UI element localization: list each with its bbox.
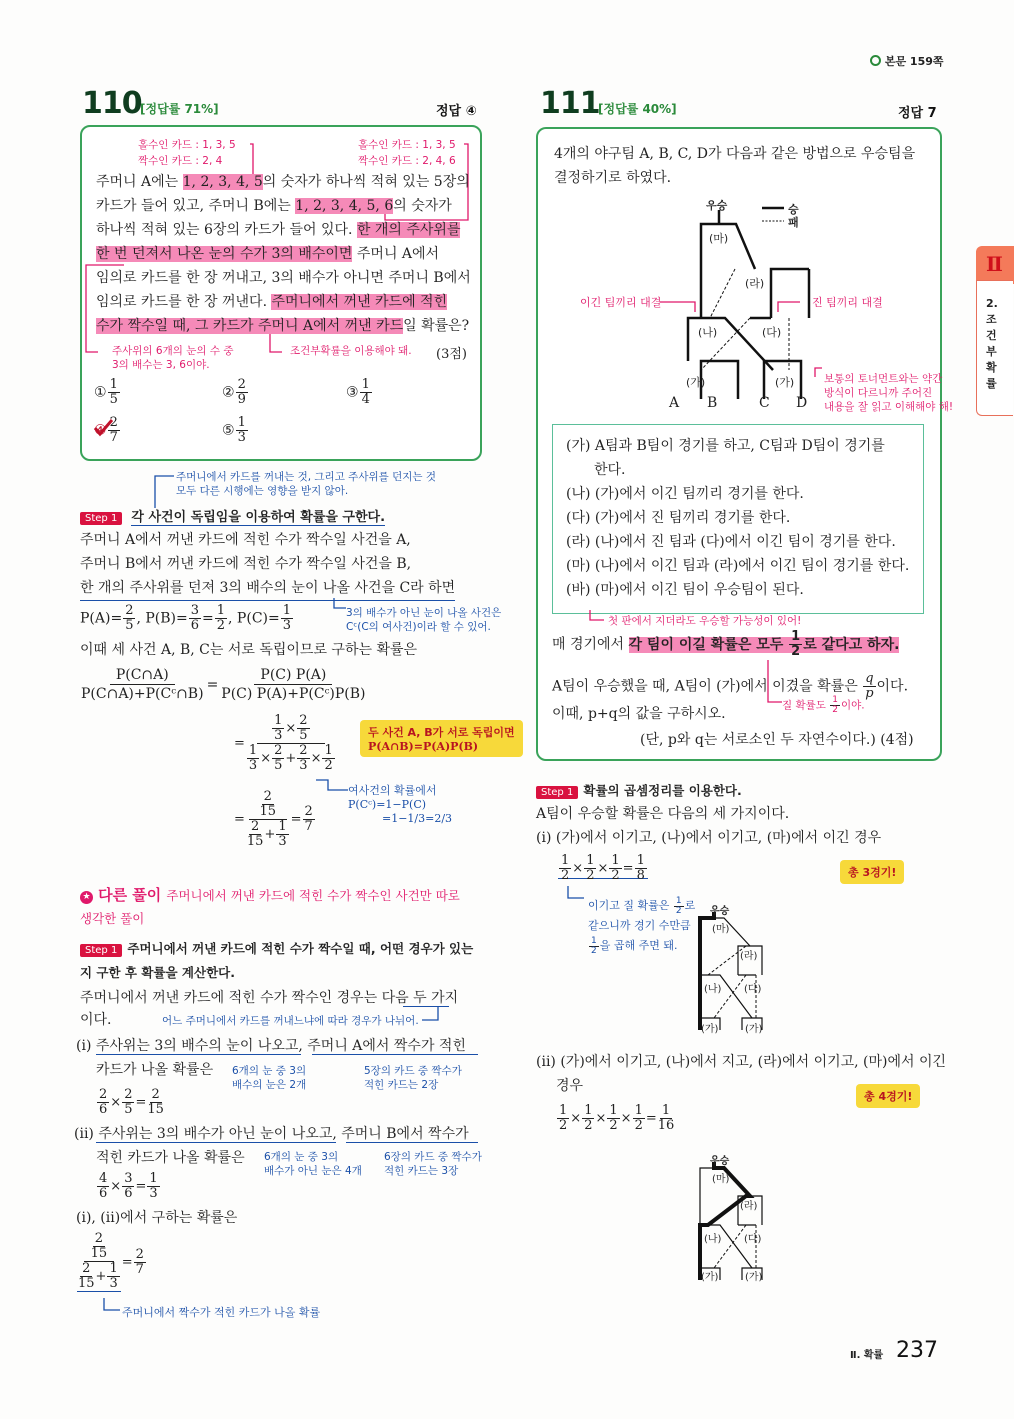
correct-rate-110: [정답률 71%]: [140, 102, 219, 116]
choice-3[interactable]: ③ $\frac{1}{4}$: [346, 377, 370, 407]
team-c: C: [759, 395, 770, 411]
question-111-line1: 매 경기에서 각 팀이 이길 확률은 모두 $\frac{1}{2}$ 로 같다고 하자.: [552, 629, 900, 659]
page-ref: 본문 159쪽: [870, 53, 944, 69]
step-1-111: Step 1 확률의 곱셈정리를 이용한다.: [536, 780, 742, 799]
note-b-odd: 홀수인 카드 : 1, 3, 5: [358, 139, 456, 151]
answer-111: 정답 7: [898, 106, 937, 121]
mini-diagram-case2: [690, 1150, 780, 1285]
node-champion: 우승: [706, 199, 728, 212]
mini2-ma: (마): [712, 1174, 730, 1185]
step-badge: Step 1: [80, 512, 122, 525]
problem-text-110: 주머니 A에는 1, 2, 3, 4, 5의 숫자가 하나씩 적혀 있는 5장의 카드가 들어 있고, 주머니 B에는 1, 2, 3, 4, 5, 6의 숫자가 하나씩 적혀 있는 6장의 카드가 들어 있다. 한 개의 주사위를 한 번 던져서 나온 눈의 수가 3의 배수이면 주머니 A에서 임의로 카드를 한 장 꺼내고, 3의 배수가 아니면 주머니 B에서 임의로 카드를 한 장 꺼낸다. 주머니에서 꺼낸 카드에 적힌 수가 짝수일 때, 그 카드가 주머니 A에서 꺼낸 카드일 확률은?: [96, 174, 471, 334]
question-111-line4: (단, p와 q는 서로소인 두 자연수이다.) (4점): [640, 732, 914, 748]
sol111-case1: (i) (가)에서 이기고, (나)에서 이기고, (마)에서 이긴 경우: [536, 830, 882, 846]
sol111-l1: A팀이 우승할 확률은 다음의 세 가지이다.: [536, 806, 790, 822]
case2-formula: $\frac{1}{2}$ × $\frac{1}{2}$ × $\frac{1}{2}$ × $\frac{1}{2}$ = $\frac{1}{16}$: [559, 1103, 675, 1133]
note-different: 보통의 토너먼트와는 약간 방식이 다르니까 주어진 내용을 잘 읽고 이해해야 해!: [824, 373, 954, 413]
mini1-ga-right: (가): [745, 1024, 763, 1035]
star-icon: ★: [80, 891, 93, 904]
case-2-underline: [96, 1142, 336, 1143]
mini2-ga-right: (가): [745, 1272, 763, 1283]
final-connector: [100, 1298, 124, 1318]
rules-list: (가) A팀과 B팀이 경기를 하고, C팀과 D팀이 경기를 한다. (나) (가)에서 이긴 팀끼리 경기를 한다. (다) (가)에서 진 팀끼리 경기를 한다. (라) (나)에서 진 팀과 (다)에서 이긴 팀이 경기를 한다. (마) (나)에서 이긴 팀과 (라)에서 이긴 팀이 경기를 한다. (바) (마)에서 이긴 팀이 우승팀이 된다.: [566, 438, 910, 598]
prob-values: P(A)= $\frac{2}{5}$ , P(B)= $\frac{3}{6}$ = $\frac{1}{2}$ , P(C)= $\frac{1}{3}$: [80, 603, 291, 633]
section-tab-label: 2. 조건부확률: [986, 297, 998, 390]
note-a-even: 짝수인 카드 : 2, 4: [138, 155, 223, 167]
lose-prob-connector: [764, 660, 784, 710]
problem-number-111: 111: [540, 86, 600, 121]
team-a: A: [669, 395, 680, 411]
legend-win: 승: [788, 203, 799, 216]
node-da: (다): [762, 326, 782, 339]
case-2-note-cards: 6장의 카드 중 짝수가 적힌 카드는 3장: [384, 1151, 482, 1177]
mini1-na: (나): [704, 984, 722, 995]
note-b-even: 짝수인 카드 : 2, 4, 6: [358, 155, 456, 167]
step-title: 각 사건이 독립임을 이용하여 확률을 구한다.: [131, 510, 386, 525]
intro-111: 4개의 야구팀 A, B, C, D가 다음과 같은 방법으로 우승팀을 결정하기로 하였다.: [554, 146, 916, 186]
correct-rate-111: [정답률 40%]: [598, 102, 677, 116]
team-b: B: [707, 395, 718, 411]
node-ga-right: (가): [775, 376, 795, 389]
chapter-tab-label: Ⅱ: [986, 252, 1003, 276]
question-111-line2: A팀이 우승했을 때, A팀이 (가)에서 이겼을 확률은 $\frac{q}{p}$ 이다.: [552, 671, 909, 701]
sol110-line4: 이때 세 사건 A, B, C는 서로 독립이므로 구하는 확률은: [80, 642, 418, 658]
alt-solution-header: ★ 다른 풀이 주머니에서 꺼낸 카드에 적힌 수가 짝수인 사건만 따로 생각한 풀이: [80, 886, 460, 926]
callout-4-games: 총 4경기!: [856, 1084, 920, 1108]
formula-step2: = $\frac{1}{3}$ × $\frac{2}{5}$ $\frac{1}{3}$ × $\frac{2}{5}$ + $\frac{2}{3}$ × $\frac{1}{2}$: [234, 713, 333, 773]
problem-number-110: 110: [82, 86, 142, 121]
choice-1[interactable]: ① $\frac{1}{5}$: [94, 377, 118, 407]
case-2-note-dice: 6개의 눈 중 3의 배수가 아닌 눈은 4개: [264, 1151, 362, 1177]
node-na: (나): [698, 326, 718, 339]
alt-step-1: Step 1 주머니에서 꺼낸 카드에 적힌 수가 짝수일 때, 어떤 경우가 있는 지 구한 후 확률을 계산한다.: [80, 941, 474, 980]
note-independence: 주머니에서 카드를 꺼내는 것, 그리고 주사위를 던지는 것 모두 다른 시행에는 영향을 받지 않아.: [176, 471, 436, 497]
alt-line2: 이다.: [80, 1012, 112, 1028]
note-lose-prob: 질 확률도 $\frac{1}{2}$ 이야.: [782, 695, 865, 715]
callout-3-games: 총 3경기!: [840, 860, 904, 884]
mini2-na: (나): [704, 1234, 722, 1245]
note-which-pouch: 어느 주머니에서 카드를 꺼내느냐에 따라 경우가 나뉘어.: [162, 1015, 419, 1027]
formula-main: $\frac{P(C\cap A)}{\text{P(C∩A)+P(Cᶜ∩B)}}$ = $\frac{P(C) P(A)}{\text{P(C) P(A)+P(Cᶜ)P(B)}}$: [81, 667, 366, 702]
mini2-da: (다): [744, 1234, 762, 1245]
ring-icon: [870, 55, 881, 66]
step-1-110: [80, 506, 385, 525]
case-2-underline-2: [346, 1142, 478, 1143]
note-half: 이기고 질 확률은 $\frac{1}{2}$ 로 같으니까 경기 수만큼 $\frac{1}{2}$ 을 곱해 주면 돼.: [588, 895, 696, 956]
case-1: (i) 주사위는 3의 배수의 눈이 나오고, 주머니 A에서 짝수가 적힌 카드가 나올 확률은: [76, 1038, 466, 1078]
points-110: (3점): [436, 347, 467, 362]
choice-2[interactable]: ② $\frac{2}{9}$: [222, 377, 246, 407]
which-connector: [418, 1006, 442, 1026]
choice-5[interactable]: ⑤ $\frac{1}{3}$: [222, 415, 246, 445]
case-2-formula: $\frac{4}{6}$ × $\frac{3}{6}$ = $\frac{1}{3}$: [99, 1171, 158, 1201]
mini2-ga-left: (가): [701, 1272, 719, 1283]
mini1-da: (다): [744, 984, 762, 995]
first-connector: [588, 610, 608, 626]
choice-4[interactable]: ④ $\frac{2}{7}$: [94, 415, 118, 445]
mini2-champion: 우승: [710, 1156, 730, 1167]
sol110-text: 주머니 A에서 꺼낸 카드에 적힌 수가 짝수일 사건을 A, 주머니 B에서 꺼낸 카드에 적힌 수가 짝수일 사건을 B, 한 개의 주사위를 던져 3의 배수의 눈이 나올 사건을 C라 하면: [80, 528, 500, 601]
note-first-game: 첫 판에서 지더라도 우승할 가능성이 있어!: [608, 615, 802, 627]
team-d: D: [796, 395, 808, 411]
case-1-underline-2: [312, 1054, 478, 1055]
formula-step3: = $\frac{2}{15}$ $\frac{2}{15}$ + $\frac{1}{3}$ = $\frac{2}{7}$: [234, 789, 313, 849]
note-complement-event: 3의 배수가 아닌 눈이 나올 사건은 Cᶜ(C의 여사건)이라 할 수 있어.: [346, 607, 502, 633]
sol111-case2: (ii) (가)에서 이기고, (나)에서 지고, (라)에서 이기고, (마)에서 이긴 경우: [536, 1054, 947, 1094]
note-losers-match: 진 팀끼리 대결: [812, 296, 883, 309]
case-2: (ii) 주사위는 3의 배수가 아닌 눈이 나오고, 주머니 B에서 짝수가 적힌 카드가 나올 확률은: [74, 1126, 469, 1166]
check-mark-icon: [92, 418, 114, 438]
node-ra: (라): [745, 277, 765, 290]
case-1-note-dice: 6개의 눈 중 3의 배수의 눈은 2개: [232, 1065, 307, 1091]
alt-line1: 주머니에서 꺼낸 카드에 적힌 수가 짝수인 경우는 다음 두 가지: [80, 990, 459, 1006]
final-formula: $\frac{2}{15}$ $\frac{2}{15}$ + $\frac{1}{3}$ = $\frac{2}{7}$: [78, 1231, 144, 1291]
callout-independence: 두 사건 A, B가 서로 독립이면 P(A∩B)=P(A)P(B): [360, 720, 523, 757]
mini1-ga-left: (가): [701, 1024, 719, 1035]
case-1-formula: $\frac{2}{6}$ × $\frac{2}{5}$ = $\frac{2}{15}$: [99, 1087, 164, 1117]
note-winners-match: 이긴 팀끼리 대결: [580, 296, 662, 309]
half-connector: [566, 886, 586, 906]
mini1-ma: (마): [712, 924, 730, 935]
note-final: 주머니에서 짝수가 적힌 카드가 나올 확률: [122, 1306, 321, 1319]
question-111-line3: 이때, p+q의 값을 구하시오.: [552, 706, 726, 722]
case-1-underline: [96, 1054, 301, 1055]
mini2-ra: (라): [740, 1201, 758, 1212]
answer-110: 정답 ④: [436, 104, 477, 119]
footer-chapter: Ⅱ. 확률: [850, 1350, 884, 1361]
note-dice: 주사위의 6개의 눈의 수 중 3의 배수는 3, 6이야.: [112, 345, 234, 371]
mini-diagram-case1: [690, 900, 780, 1035]
case-combine: (i), (ii)에서 구하는 확률은: [76, 1210, 238, 1226]
legend-lose: 패: [788, 216, 799, 229]
note-conditional: 조건부확률을 이용해야 돼.: [290, 345, 412, 357]
note-a-odd: 홀수인 카드 : 1, 3, 5: [138, 139, 236, 151]
mini1-ra: (라): [740, 951, 758, 962]
node-ma: (마): [709, 232, 729, 245]
page-number: 237: [896, 1338, 938, 1363]
note-complement-prob: 여사건의 확률에서 P(Cᶜ)=1−P(C) =1−1/3=2/3: [348, 784, 453, 825]
node-ga-left: (가): [686, 376, 706, 389]
case1-formula: $\frac{1}{2}$ × $\frac{1}{2}$ × $\frac{1}{2}$ = $\frac{1}{8}$: [558, 854, 648, 883]
mini1-champion: 우승: [710, 906, 730, 917]
case-1-note-cards: 5장의 카드 중 짝수가 적힌 카드는 2장: [364, 1065, 462, 1091]
